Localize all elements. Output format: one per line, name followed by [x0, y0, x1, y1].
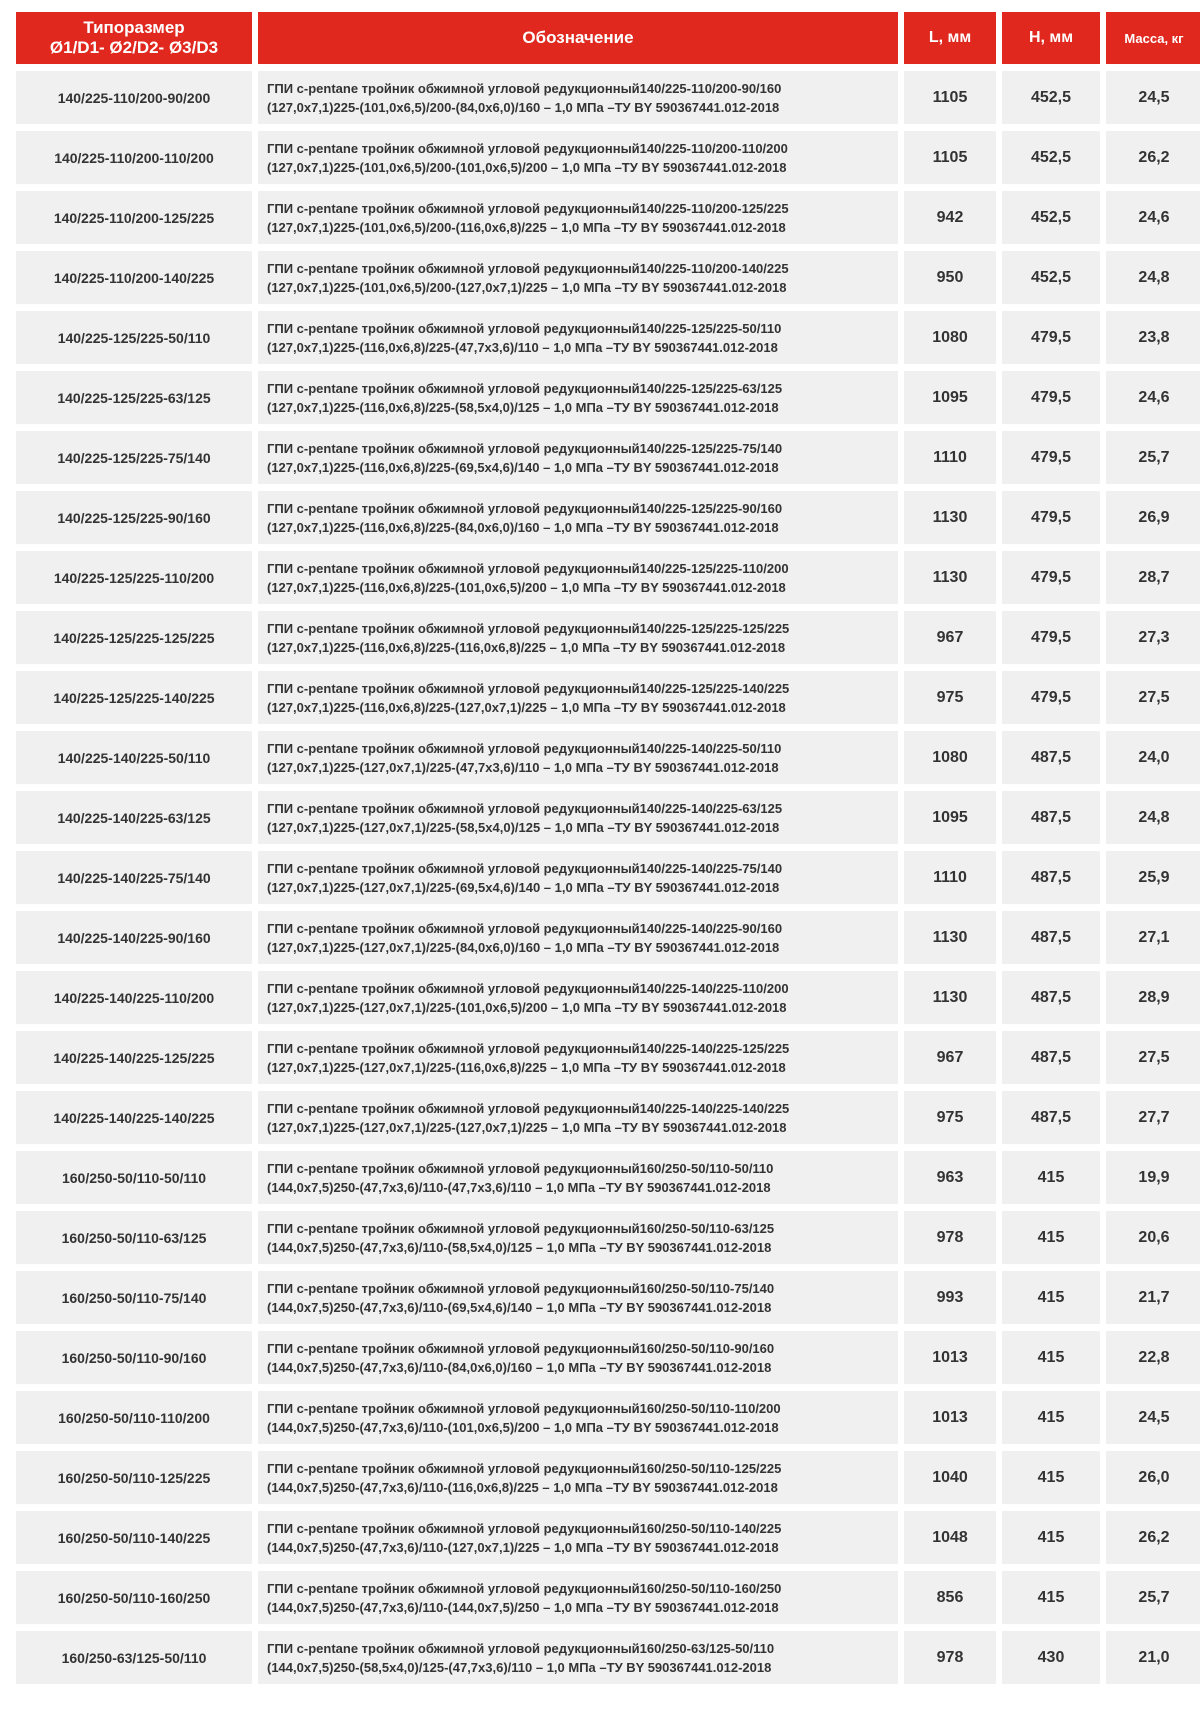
cell-size: 160/250-50/110-125/225: [16, 1451, 252, 1504]
designation-line1: ГПИ c-pentane тройник обжимной угловой редукционный140/225-125/225-90/160: [267, 500, 783, 516]
cell-height: 452,5: [1002, 131, 1100, 184]
cell-height: 452,5: [1002, 251, 1100, 304]
cell-height: 479,5: [1002, 371, 1100, 424]
cell-height: 430: [1002, 1631, 1100, 1684]
cell-mass: 23,8: [1106, 311, 1200, 364]
cell-designation: [258, 71, 898, 124]
cell-length: 1080: [904, 731, 996, 784]
cell-size: 140/225-140/225-140/225: [16, 1091, 252, 1144]
designation-line1: ГПИ c-pentane тройник обжимной угловой редукционный160/250-50/110-90/160: [267, 1340, 775, 1356]
cell-mass: 24,5: [1106, 1391, 1200, 1444]
designation-line1: ГПИ c-pentane тройник обжимной угловой редукционный140/225-140/225-75/140: [267, 860, 783, 876]
designation-line1: ГПИ c-pentane тройник обжимной угловой редукционный160/250-63/125-50/110: [267, 1640, 775, 1656]
cell-designation: [258, 911, 898, 964]
designation-line1: ГПИ c-pentane тройник обжимной угловой редукционный160/250-50/110-50/110: [267, 1160, 774, 1176]
designation-line1: ГПИ c-pentane тройник обжимной угловой редукционный140/225-110/200-110/200: [267, 140, 788, 156]
cell-height: 452,5: [1002, 191, 1100, 244]
designation-line1: ГПИ c-pentane тройник обжимной угловой редукционный140/225-125/225-75/140: [267, 440, 783, 456]
designation-line2: (127,0х7,1)225-(127,0х7,1)/225-(101,0х6,5)/200 – 1,0 МПа –ТУ BY 590367441.012-2018: [267, 999, 787, 1015]
cell-size: 140/225-110/200-140/225: [16, 251, 252, 304]
designation-line1: ГПИ c-pentane тройник обжимной угловой редукционный140/225-125/225-125/225: [267, 620, 790, 636]
cell-height: 487,5: [1002, 971, 1100, 1024]
cell-length: 1110: [904, 851, 996, 904]
cell-length: 1130: [904, 911, 996, 964]
cell-size: 140/225-110/200-125/225: [16, 191, 252, 244]
designation-line1: ГПИ c-pentane тройник обжимной угловой редукционный140/225-140/225-110/200: [267, 980, 789, 996]
cell-length: 1095: [904, 791, 996, 844]
cell-length: 1130: [904, 491, 996, 544]
cell-mass: 26,2: [1106, 131, 1200, 184]
cell-height: 479,5: [1002, 491, 1100, 544]
cell-size: 140/225-140/225-90/160: [16, 911, 252, 964]
designation-line2: (144,0х7,5)250-(47,7х3,6)/110-(58,5х4,0)/125 – 1,0 МПа –ТУ BY 590367441.012-2018: [267, 1239, 772, 1255]
cell-mass: 27,7: [1106, 1091, 1200, 1144]
cell-size: 160/250-50/110-63/125: [16, 1211, 252, 1264]
cell-size: 140/225-140/225-50/110: [16, 731, 252, 784]
cell-mass: 26,0: [1106, 1451, 1200, 1504]
header-length: L, мм: [904, 12, 996, 64]
cell-size: 140/225-140/225-75/140: [16, 851, 252, 904]
cell-designation: [258, 371, 898, 424]
cell-height: 487,5: [1002, 731, 1100, 784]
cell-size: 140/225-140/225-110/200: [16, 971, 252, 1024]
cell-length: 978: [904, 1211, 996, 1264]
designation-line1: ГПИ c-pentane тройник обжимной угловой редукционный140/225-110/200-140/225: [267, 260, 789, 276]
cell-height: 487,5: [1002, 1091, 1100, 1144]
cell-mass: 24,6: [1106, 371, 1200, 424]
designation-line2: (127,0х7,1)225-(101,0х6,5)/200-(116,0х6,8)/225 – 1,0 МПа –ТУ BY 590367441.012-2018: [267, 219, 786, 235]
cell-height: 415: [1002, 1271, 1100, 1324]
designation-line2: (127,0х7,1)225-(101,0х6,5)/200-(127,0х7,1)/225 – 1,0 МПа –ТУ BY 590367441.012-2018: [267, 279, 787, 295]
cell-designation: [258, 1091, 898, 1144]
designation-line2: (144,0х7,5)250-(47,7х3,6)/110-(144,0х7,5)/250 – 1,0 МПа –ТУ BY 590367441.012-2018: [267, 1599, 779, 1615]
header-size-line2: Ø1/D1- Ø2/D2- Ø3/D3: [49, 38, 219, 57]
cell-designation: [258, 1451, 898, 1504]
header-size-line1: Типоразмер: [83, 18, 185, 37]
header-size: [16, 12, 252, 64]
designation-line2: (127,0х7,1)225-(127,0х7,1)/225-(127,0х7,1)/225 – 1,0 МПа –ТУ BY 590367441.012-2018: [267, 1119, 787, 1135]
spec-table: [16, 12, 1200, 1684]
cell-designation: [258, 251, 898, 304]
cell-length: 856: [904, 1571, 996, 1624]
cell-mass: 27,1: [1106, 911, 1200, 964]
cell-height: 415: [1002, 1451, 1100, 1504]
cell-designation: [258, 1631, 898, 1684]
cell-designation: [258, 1151, 898, 1204]
cell-length: 967: [904, 611, 996, 664]
designation-line1: ГПИ c-pentane тройник обжимной угловой редукционный140/225-140/225-125/225: [267, 1040, 790, 1056]
cell-height: 415: [1002, 1211, 1100, 1264]
cell-size: 140/225-140/225-63/125: [16, 791, 252, 844]
header-height: H, мм: [1002, 12, 1100, 64]
cell-size: 140/225-125/225-140/225: [16, 671, 252, 724]
cell-designation: [258, 491, 898, 544]
cell-mass: 28,9: [1106, 971, 1200, 1024]
cell-mass: 21,7: [1106, 1271, 1200, 1324]
designation-line2: (144,0х7,5)250-(47,7х3,6)/110-(69,5х4,6)/140 – 1,0 МПа –ТУ BY 590367441.012-2018: [267, 1299, 772, 1315]
header-designation: Обозначение: [258, 12, 898, 64]
cell-height: 487,5: [1002, 791, 1100, 844]
cell-size: 140/225-125/225-63/125: [16, 371, 252, 424]
cell-mass: 22,8: [1106, 1331, 1200, 1384]
cell-mass: 27,3: [1106, 611, 1200, 664]
designation-line2: (127,0х7,1)225-(116,0х6,8)/225-(116,0х6,8)/225 – 1,0 МПа –ТУ BY 590367441.012-2018: [267, 639, 786, 655]
cell-length: 967: [904, 1031, 996, 1084]
designation-line1: ГПИ c-pentane тройник обжимной угловой редукционный140/225-125/225-50/110: [267, 320, 782, 336]
designation-line2: (144,0х7,5)250-(47,7х3,6)/110-(47,7х3,6)/110 – 1,0 МПа –ТУ BY 590367441.012-2018: [267, 1179, 771, 1195]
cell-designation: [258, 611, 898, 664]
cell-height: 415: [1002, 1151, 1100, 1204]
cell-length: 1130: [904, 551, 996, 604]
header-mass: Масса, кг: [1106, 12, 1200, 64]
cell-mass: 24,8: [1106, 251, 1200, 304]
cell-mass: 21,0: [1106, 1631, 1200, 1684]
cell-designation: [258, 791, 898, 844]
cell-height: 415: [1002, 1391, 1100, 1444]
cell-height: 452,5: [1002, 71, 1100, 124]
cell-size: 160/250-50/110-50/110: [16, 1151, 252, 1204]
cell-designation: [258, 191, 898, 244]
cell-length: 978: [904, 1631, 996, 1684]
cell-mass: 25,7: [1106, 431, 1200, 484]
cell-mass: 27,5: [1106, 1031, 1200, 1084]
cell-length: 1105: [904, 131, 996, 184]
cell-mass: 25,9: [1106, 851, 1200, 904]
cell-size: 160/250-50/110-160/250: [16, 1571, 252, 1624]
cell-length: 1110: [904, 431, 996, 484]
cell-height: 479,5: [1002, 671, 1100, 724]
designation-line2: (127,0х7,1)225-(127,0х7,1)/225-(116,0х6,8)/225 – 1,0 МПа –ТУ BY 590367441.012-2018: [267, 1059, 786, 1075]
designation-line1: ГПИ c-pentane тройник обжимной угловой редукционный140/225-140/225-140/225: [267, 1100, 790, 1116]
designation-line2: (144,0х7,5)250-(47,7х3,6)/110-(101,0х6,5)/200 – 1,0 МПа –ТУ BY 590367441.012-2018: [267, 1419, 779, 1435]
cell-length: 1130: [904, 971, 996, 1024]
cell-designation: [258, 1331, 898, 1384]
cell-mass: 28,7: [1106, 551, 1200, 604]
cell-size: 140/225-110/200-110/200: [16, 131, 252, 184]
designation-line2: (127,0х7,1)225-(101,0х6,5)/200-(84,0х6,0)/160 – 1,0 МПа –ТУ BY 590367441.012-2018: [267, 99, 780, 115]
cell-height: 479,5: [1002, 311, 1100, 364]
cell-height: 479,5: [1002, 431, 1100, 484]
cell-designation: [258, 1211, 898, 1264]
designation-line2: (144,0х7,5)250-(47,7х3,6)/110-(84,0х6,0)/160 – 1,0 МПа –ТУ BY 590367441.012-2018: [267, 1359, 772, 1375]
cell-size: 140/225-125/225-125/225: [16, 611, 252, 664]
cell-length: 1048: [904, 1511, 996, 1564]
cell-designation: [258, 311, 898, 364]
designation-line2: (127,0х7,1)225-(127,0х7,1)/225-(47,7х3,6)/110 – 1,0 МПа –ТУ BY 590367441.012-2018: [267, 759, 779, 775]
designation-line2: (127,0х7,1)225-(116,0х6,8)/225-(127,0х7,1)/225 – 1,0 МПа –ТУ BY 590367441.012-2018: [267, 699, 786, 715]
cell-size: 140/225-110/200-90/200: [16, 71, 252, 124]
designation-line1: ГПИ c-pentane тройник обжимной угловой редукционный160/250-50/110-140/225: [267, 1520, 782, 1536]
cell-length: 942: [904, 191, 996, 244]
cell-mass: 24,8: [1106, 791, 1200, 844]
designation-line2: (127,0х7,1)225-(116,0х6,8)/225-(47,7х3,6)/110 – 1,0 МПа –ТУ BY 590367441.012-2018: [267, 339, 778, 355]
cell-length: 975: [904, 671, 996, 724]
cell-size: 160/250-63/125-50/110: [16, 1631, 252, 1684]
designation-line1: ГПИ c-pentane тройник обжимной угловой редукционный140/225-125/225-63/125: [267, 380, 783, 396]
cell-length: 1013: [904, 1391, 996, 1444]
cell-designation: [258, 1391, 898, 1444]
designation-line2: (127,0х7,1)225-(127,0х7,1)/225-(58,5х4,0)/125 – 1,0 МПа –ТУ BY 590367441.012-2018: [267, 819, 780, 835]
cell-height: 487,5: [1002, 851, 1100, 904]
cell-length: 950: [904, 251, 996, 304]
cell-designation: [258, 1271, 898, 1324]
cell-size: 140/225-125/225-110/200: [16, 551, 252, 604]
designation-line1: ГПИ c-pentane тройник обжимной угловой редукционный140/225-125/225-110/200: [267, 560, 789, 576]
cell-height: 479,5: [1002, 611, 1100, 664]
cell-designation: [258, 851, 898, 904]
designation-line2: (127,0х7,1)225-(127,0х7,1)/225-(84,0х6,0)/160 – 1,0 МПа –ТУ BY 590367441.012-2018: [267, 939, 780, 955]
designation-line1: ГПИ c-pentane тройник обжимной угловой редукционный160/250-50/110-75/140: [267, 1280, 775, 1296]
cell-mass: 24,0: [1106, 731, 1200, 784]
cell-size: 160/250-50/110-140/225: [16, 1511, 252, 1564]
cell-height: 487,5: [1002, 911, 1100, 964]
designation-line2: (127,0х7,1)225-(116,0х6,8)/225-(101,0х6,5)/200 – 1,0 МПа –ТУ BY 590367441.012-2018: [267, 579, 786, 595]
cell-length: 1080: [904, 311, 996, 364]
designation-line1: ГПИ c-pentane тройник обжимной угловой редукционный140/225-110/200-90/160: [267, 80, 782, 96]
cell-size: 160/250-50/110-75/140: [16, 1271, 252, 1324]
cell-mass: 25,7: [1106, 1571, 1200, 1624]
cell-length: 1013: [904, 1331, 996, 1384]
cell-designation: [258, 431, 898, 484]
cell-mass: 19,9: [1106, 1151, 1200, 1204]
designation-line1: ГПИ c-pentane тройник обжимной угловой редукционный160/250-50/110-110/200: [267, 1400, 781, 1416]
cell-designation: [258, 971, 898, 1024]
cell-mass: 27,5: [1106, 671, 1200, 724]
designation-line2: (144,0х7,5)250-(47,7х3,6)/110-(116,0х6,8)/225 – 1,0 МПа –ТУ BY 590367441.012-2018: [267, 1479, 778, 1495]
designation-line1: ГПИ c-pentane тройник обжимной угловой редукционный140/225-125/225-140/225: [267, 680, 790, 696]
cell-length: 1040: [904, 1451, 996, 1504]
cell-mass: 26,2: [1106, 1511, 1200, 1564]
designation-line2: (127,0х7,1)225-(116,0х6,8)/225-(69,5х4,6)/140 – 1,0 МПа –ТУ BY 590367441.012-2018: [267, 459, 779, 475]
designation-line2: (127,0х7,1)225-(116,0х6,8)/225-(84,0х6,0)/160 – 1,0 МПа –ТУ BY 590367441.012-2018: [267, 519, 779, 535]
cell-designation: [258, 1031, 898, 1084]
cell-size: 140/225-125/225-75/140: [16, 431, 252, 484]
cell-mass: 20,6: [1106, 1211, 1200, 1264]
cell-length: 963: [904, 1151, 996, 1204]
cell-height: 479,5: [1002, 551, 1100, 604]
cell-designation: [258, 551, 898, 604]
cell-height: 415: [1002, 1511, 1100, 1564]
designation-line1: ГПИ c-pentane тройник обжимной угловой редукционный140/225-110/200-125/225: [267, 200, 789, 216]
cell-height: 415: [1002, 1331, 1100, 1384]
designation-line2: (127,0х7,1)225-(116,0х6,8)/225-(58,5х4,0)/125 – 1,0 МПа –ТУ BY 590367441.012-2018: [267, 399, 779, 415]
cell-mass: 26,9: [1106, 491, 1200, 544]
designation-line1: ГПИ c-pentane тройник обжимной угловой редукционный140/225-140/225-50/110: [267, 740, 782, 756]
cell-mass: 24,5: [1106, 71, 1200, 124]
cell-size: 160/250-50/110-90/160: [16, 1331, 252, 1384]
designation-line2: (144,0х7,5)250-(47,7х3,6)/110-(127,0х7,1)/225 – 1,0 МПа –ТУ BY 590367441.012-2018: [267, 1539, 779, 1555]
designation-line2: (127,0х7,1)225-(127,0х7,1)/225-(69,5х4,6)/140 – 1,0 МПа –ТУ BY 590367441.012-2018: [267, 879, 780, 895]
cell-designation: [258, 1571, 898, 1624]
designation-line1: ГПИ c-pentane тройник обжимной угловой редукционный160/250-50/110-63/125: [267, 1220, 775, 1236]
designation-line1: ГПИ c-pentane тройник обжимной угловой редукционный160/250-50/110-160/250: [267, 1580, 782, 1596]
cell-designation: [258, 1511, 898, 1564]
cell-designation: [258, 671, 898, 724]
cell-size: 140/225-125/225-90/160: [16, 491, 252, 544]
designation-line2: (144,0х7,5)250-(58,5х4,0)/125-(47,7х3,6)/110 – 1,0 МПа –ТУ BY 590367441.012-2018: [267, 1659, 772, 1675]
designation-line2: (127,0х7,1)225-(101,0х6,5)/200-(101,0х6,5)/200 – 1,0 МПа –ТУ BY 590367441.012-2018: [267, 159, 787, 175]
cell-length: 1105: [904, 71, 996, 124]
cell-length: 1095: [904, 371, 996, 424]
cell-size: 160/250-50/110-110/200: [16, 1391, 252, 1444]
cell-height: 487,5: [1002, 1031, 1100, 1084]
designation-line1: ГПИ c-pentane тройник обжимной угловой редукционный140/225-140/225-63/125: [267, 800, 783, 816]
designation-line1: ГПИ c-pentane тройник обжимной угловой редукционный160/250-50/110-125/225: [267, 1460, 782, 1476]
cell-mass: 24,6: [1106, 191, 1200, 244]
cell-size: 140/225-125/225-50/110: [16, 311, 252, 364]
designation-line1: ГПИ c-pentane тройник обжимной угловой редукционный140/225-140/225-90/160: [267, 920, 783, 936]
cell-designation: [258, 131, 898, 184]
cell-length: 993: [904, 1271, 996, 1324]
cell-designation: [258, 731, 898, 784]
cell-height: 415: [1002, 1571, 1100, 1624]
cell-size: 140/225-140/225-125/225: [16, 1031, 252, 1084]
cell-length: 975: [904, 1091, 996, 1144]
